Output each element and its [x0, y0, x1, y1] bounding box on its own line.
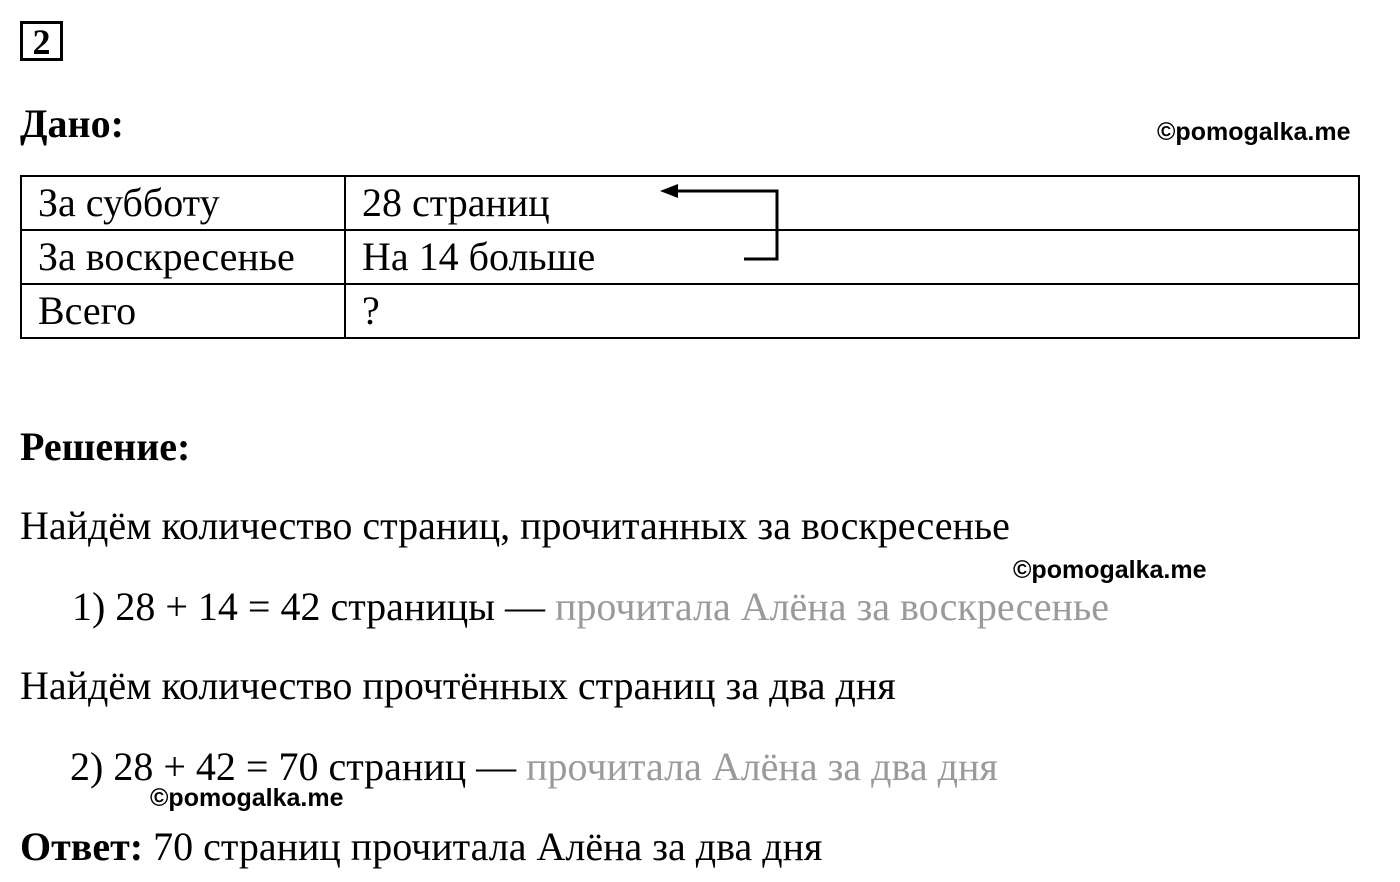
answer-text: 70 страниц прочитала Алёна за два дня [153, 824, 823, 869]
step2-calculation: 2) 28 + 42 = 70 страниц — [70, 744, 517, 789]
answer-line [20, 824, 822, 870]
step2-comment: прочитала Алёна за два дня [526, 744, 998, 789]
row-value-saturday: 28 страниц [345, 176, 1359, 230]
row-label-saturday: За субботу [21, 176, 345, 230]
row-value-total: ? [345, 284, 1359, 338]
row-value-sunday: На 14 больше [345, 230, 1359, 284]
step1-intro: Найдём количество страниц, прочитанных за воскресенье [20, 503, 1010, 548]
step1-calculation: 1) 28 + 14 = 42 страницы — [72, 584, 546, 629]
watermark-middle: ©pomogalka.me [1013, 556, 1207, 584]
watermark-bottom: ©pomogalka.me [150, 784, 344, 812]
answer-label: Ответ: [20, 824, 144, 869]
table-row [21, 284, 1359, 338]
step1-comment: прочитала Алёна за воскресенье [555, 584, 1109, 629]
task-number-box: 2 [20, 21, 63, 61]
step1-line [72, 584, 1109, 630]
step2-intro: Найдём количество прочтённых страниц за два дня [20, 663, 896, 708]
given-heading: Дано: [20, 101, 124, 146]
solution-heading: Решение: [20, 424, 191, 469]
comparison-arrow-icon [640, 176, 800, 268]
row-label-total: Всего [21, 284, 345, 338]
row-label-sunday: За воскресенье [21, 230, 345, 284]
watermark-top: ©pomogalka.me [1157, 118, 1351, 146]
